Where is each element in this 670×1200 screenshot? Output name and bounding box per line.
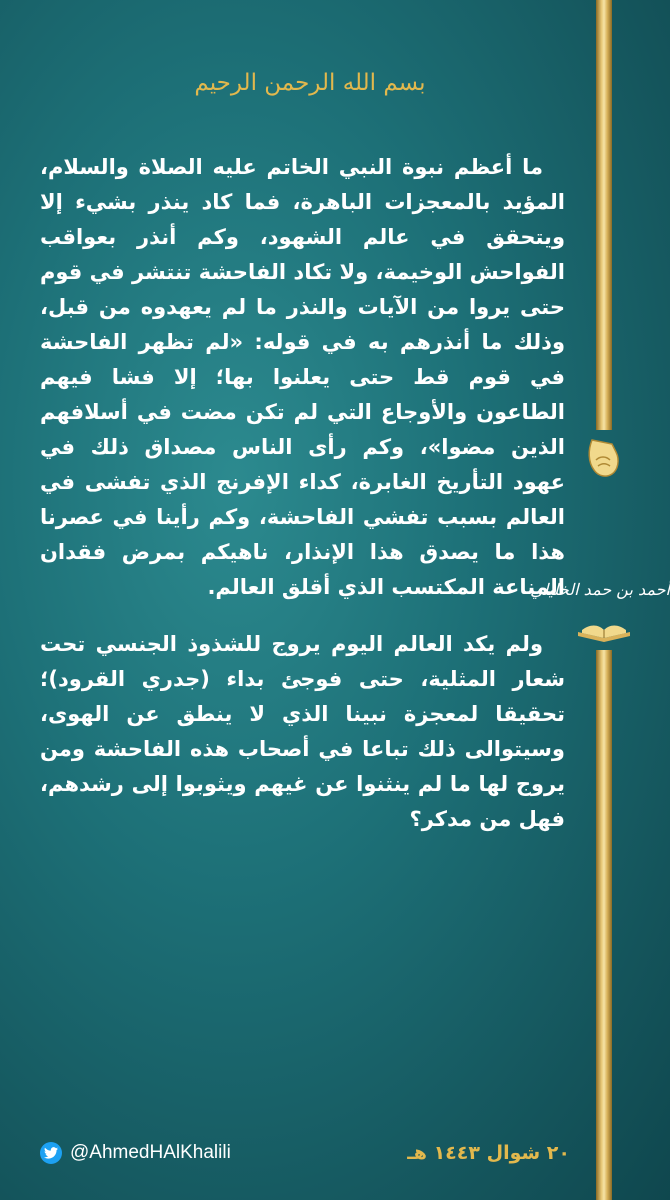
basmala-heading: بسم الله الرحمن الرحيم bbox=[194, 70, 426, 96]
hijri-date: ٢٠ شوال ١٤٤٣ هـ bbox=[407, 1142, 570, 1164]
twitter-handle: @AhmedHAlKhalili bbox=[70, 1142, 231, 1163]
paragraph-1: ما أعظم نبوة النبي الخاتم عليه الصلاة والسلام، المؤيد بالمعجزات الباهرة، فما كاد ينذر بشيء إلا ويتحقق في عالم الشهود، وكم أنذر بعواقب الفواحش الوخيمة، ولا تكاد الفاحشة تنتشر في قوم حتى يروا من الآيات والنذر ما لم يعهدوه من قبل، وذلك ما أنذرهم به في قوله: «لم تظهر الفاحشة في قوم قط حتى يعلنوا بها؛ إلا فشا فيهم الطاعون والأوجاع التي لم تكن مضت في أسلافهم الذين مضوا»، وكم رأى الناس مصداق ذلك في عهود التأريخ الغابرة، كداء الإفرنج الذي تفشى في العالم بسبب تفشي الفاحشة، وكم رأينا في عصرنا هذا ما يصدق هذا الإنذار، ناهيكم بمرض فقدان المناعة المكتسب الذي أقلق العالم. bbox=[40, 155, 565, 599]
clasped-hands-icon bbox=[584, 430, 624, 490]
gold-ribbon-top bbox=[596, 0, 612, 430]
paragraph-2: ولم يكد العالم اليوم يروج للشذوذ الجنسي تحت شعار المثلية، حتى فوجئ بداء (جدري القرود)؛ تحقيقا لمعجزة نبينا الذي لا ينطق عن الهوى، وسيتوالى ذلك تباعا في أصحاب هذه الفاحشة ومن يروج لها ما لم ينثنوا عن غيهم ويثوبوا إلى رشدهم، فهل من مدكر؟ bbox=[40, 632, 565, 831]
article-body bbox=[40, 150, 565, 837]
footer bbox=[40, 1138, 570, 1168]
author-signature: أحمد بن حمد الخليلي bbox=[530, 580, 670, 599]
twitter-link[interactable] bbox=[40, 1142, 231, 1164]
gold-ribbon-bottom bbox=[596, 650, 612, 1200]
open-book-icon bbox=[574, 612, 634, 646]
twitter-bird-icon bbox=[40, 1142, 62, 1164]
